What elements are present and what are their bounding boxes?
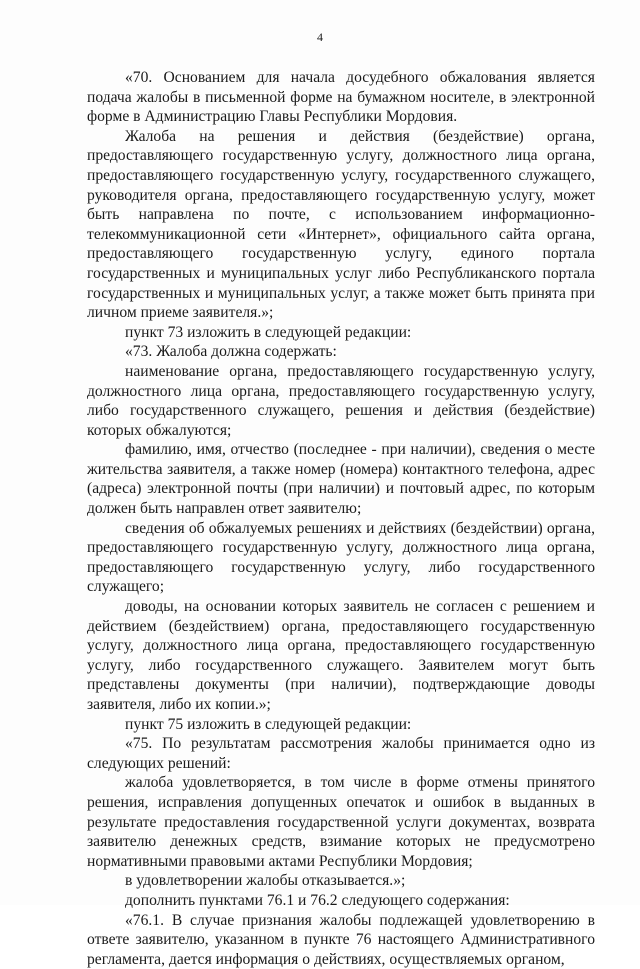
paragraph-73: «73. Жалоба должна содержать: bbox=[125, 343, 337, 361]
paragraph-75-refused: в удовлетворении жалобы отказывается.»; bbox=[125, 872, 406, 890]
paragraph-73-item-name: наименование органа, предоставляющего государственную услугу, должностного лица органа, предоставляющего государственную услугу, либо государственного служащего, решения и действия (бездействие) которых обжалуются; bbox=[87, 362, 595, 439]
paragraph-amend-73: пункт 73 изложить в следующей редакции: bbox=[125, 323, 412, 341]
paragraph-76-1: «76.1. В случае признания жалобы подлежащей удовлетворению в ответе заявителю, указанном в пункте 76 настоящего Административного регламента, дается информация о действиях, осуществляемых органом, bbox=[87, 911, 595, 968]
paragraph-complaint-channels: Жалоба на решения и действия (бездействие) органа, предоставляющего государственную услугу, должностного лица органа, предоставляющего государственную услугу, государственного служащего, руководителя органа, предоставляющего государственную услугу, может быть направлена по почте, с использованием информационно-телекоммуникационной сети «Интернет», официального сайта органа, предоставляющего государственную услугу, единого портала государственных и муниципальных услуг либо Республиканского портала государственных и муниципальных услуг, а также может быть принята при личном приеме заявителя.»; bbox=[87, 127, 595, 322]
paragraph-amend-75: пункт 75 изложить в следующей редакции: bbox=[125, 715, 412, 733]
paragraph-75-satisfied: жалоба удовлетворяется, в том числе в форме отмены принятого решения, исправления допущенных опечаток и ошибок в выданных в результате предоставления государственной услуги документах, возврата заявителю денежных средств, взимание которых не предусмотрено нормативными правовыми актами Республики Мордовия; bbox=[87, 774, 595, 870]
paragraph-75: «75. По результатам рассмотрения жалобы принимается одно из следующих решений: bbox=[87, 735, 595, 772]
paragraph-73-item-arguments: доводы, на основании которых заявитель не согласен с решением и действием (бездействием) органа, предоставляющего государственную услугу, должностного лица органа, предоставляющего государственную услугу, либо государственного служащего. Заявителем могут быть представлены документы (при наличии), подтверждающие доводы заявителя, либо их копии.»; bbox=[87, 598, 595, 713]
page-number: 4 bbox=[317, 30, 323, 44]
paragraph-73-item-decisions: сведения об обжалуемых решениях и действиях (бездействии) органа, предоставляющего государственную услугу, должностного лица органа, предоставляющего государственную услугу, либо государственного служащего; bbox=[87, 519, 595, 596]
paragraph-add-76: дополнить пунктами 76.1 и 76.2 следующего содержания: bbox=[125, 891, 510, 909]
document-body bbox=[87, 68, 595, 969]
paragraph-73-item-applicant: фамилию, имя, отчество (последнее - при наличии), сведения о месте жительства заявителя, а также номер (номера) контактного телефона, адрес (адреса) электронной почты (при наличии) и почтовый адрес, по которым должен быть направлен ответ заявителю; bbox=[87, 441, 595, 518]
paragraph-70: «70. Основанием для начала досудебного обжалования является подача жалобы в письменной форме на бумажном носителе, в электронной форме в Администрацию Главы Республики Мордовия. bbox=[87, 69, 595, 126]
